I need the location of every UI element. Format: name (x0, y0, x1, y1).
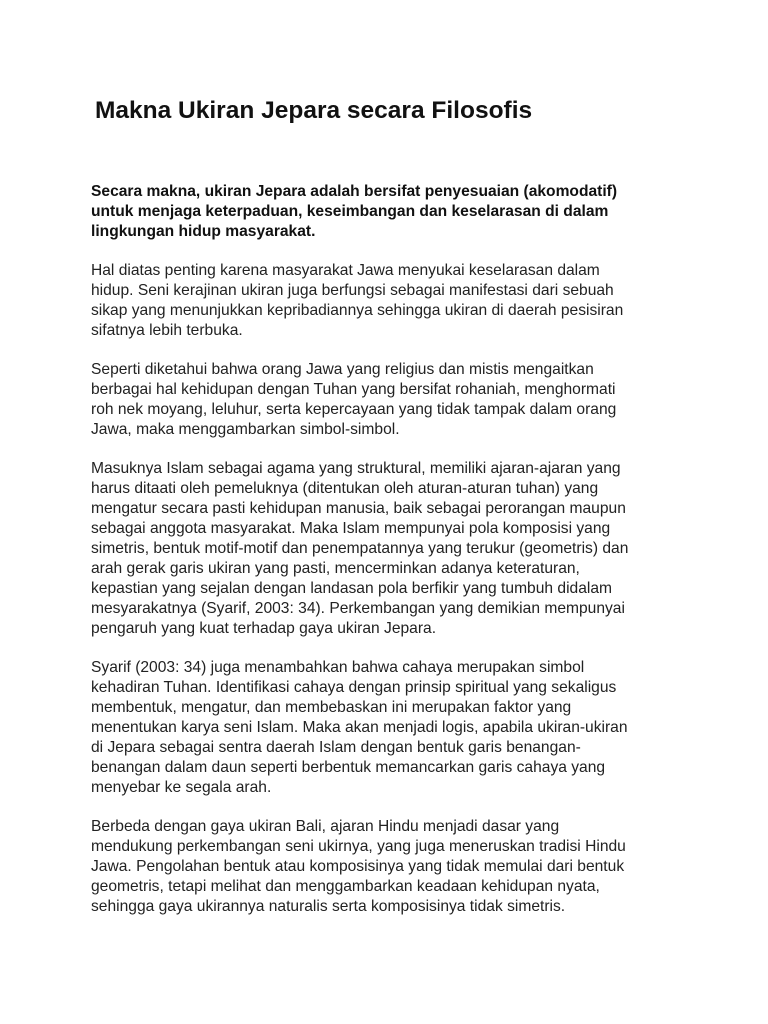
paragraph (91, 459, 691, 639)
text-line: sikap yang menunjukkan kepribadiannya sehingga ukiran di daerah pesisiran (91, 302, 624, 319)
text-line: arah gerak garis ukiran yang pasti, mencerminkan adanya keteraturan, (91, 560, 580, 577)
text-line: menyebar ke segala arah. (91, 779, 272, 796)
paragraph (91, 360, 691, 440)
text-line: benangan dalam daun seperti berbentuk memancarkan garis cahaya yang (91, 759, 606, 776)
text-line: sebagai anggota masyarakat. Maka Islam mempunyai pola komposisi yang (91, 520, 611, 537)
text-line: Jawa, maka menggambarkan simbol-simbol. (91, 421, 400, 438)
text-line: Hal diatas penting karena masyarakat Jawa menyukai keselarasan dalam (91, 262, 600, 279)
text-line: Secara makna, ukiran Jepara adalah bersifat penyesuaian (akomodatif) (91, 183, 618, 200)
paragraph (91, 817, 691, 917)
text-line: untuk menjaga keterpaduan, keseimbangan dan keselarasan di dalam (91, 203, 609, 220)
text-line: hidup. Seni kerajinan ukiran juga berfungsi sebagai manifestasi dari sebuah (91, 282, 614, 299)
text-line: harus ditaati oleh pemeluknya (ditentukan oleh aturan-aturan tuhan) yang (91, 480, 599, 497)
text-line: lingkungan hidup masyarakat. (91, 223, 316, 240)
text-line: Syarif (2003: 34) juga menambahkan bahwa cahaya merupakan simbol (91, 659, 585, 676)
text-line: simetris, bentuk motif-motif dan penempatannya yang terukur (geometris) dan (91, 540, 629, 557)
text-line: sifatnya lebih terbuka. (91, 322, 243, 339)
text-line: pengaruh yang kuat terhadap gaya ukiran Jepara. (91, 620, 437, 637)
paragraph-lead (91, 182, 691, 242)
text-line: mengatur secara pasti kehidupan manusia, baik sebagai perorangan maupun (91, 500, 626, 517)
text-line: Jawa. Pengolahan bentuk atau komposisinya yang tidak memulai dari bentuk (91, 858, 625, 875)
document-title: Makna Ukiran Jepara secara Filosofis (95, 97, 533, 124)
text-line: kepastian yang sejalan dengan landasan pola berfikir yang tumbuh didalam (91, 580, 613, 597)
paragraph (91, 261, 691, 341)
text-line: menentukan karya seni Islam. Maka akan menjadi logis, apabila ukiran-ukiran (91, 719, 628, 736)
text-line: sehingga gaya ukirannya naturalis serta komposisinya tidak simetris. (91, 898, 566, 915)
paragraph (91, 658, 691, 798)
text-line: Berbeda dengan gaya ukiran Bali, ajaran Hindu menjadi dasar yang (91, 818, 560, 835)
text-line: mesyarakatnya (Syarif, 2003: 34). Perkembangan yang demikian mempunyai (91, 600, 625, 617)
text-line: berbagai hal kehidupan dengan Tuhan yang bersifat rohaniah, menghormati (91, 381, 616, 398)
text-line: membentuk, mengatur, dan membebaskan ini merupakan faktor yang (91, 699, 572, 716)
text-line: di Jepara sebagai sentra daerah Islam dengan bentuk garis benangan- (91, 739, 581, 756)
document-body (91, 182, 691, 936)
text-line: geometris, tetapi melihat dan menggambarkan keadaan kehidupan nyata, (91, 878, 600, 895)
text-line: Masuknya Islam sebagai agama yang struktural, memiliki ajaran-ajaran yang (91, 460, 621, 477)
text-line: roh nek moyang, leluhur, serta kepercayaan yang tidak tampak dalam orang (91, 401, 617, 418)
text-line: mendukung perkembangan seni ukirnya, yang juga meneruskan tradisi Hindu (91, 838, 626, 855)
text-line: Seperti diketahui bahwa orang Jawa yang religius dan mistis mengaitkan (91, 361, 594, 378)
text-line: kehadiran Tuhan. Identifikasi cahaya dengan prinsip spiritual yang sekaligus (91, 679, 617, 696)
